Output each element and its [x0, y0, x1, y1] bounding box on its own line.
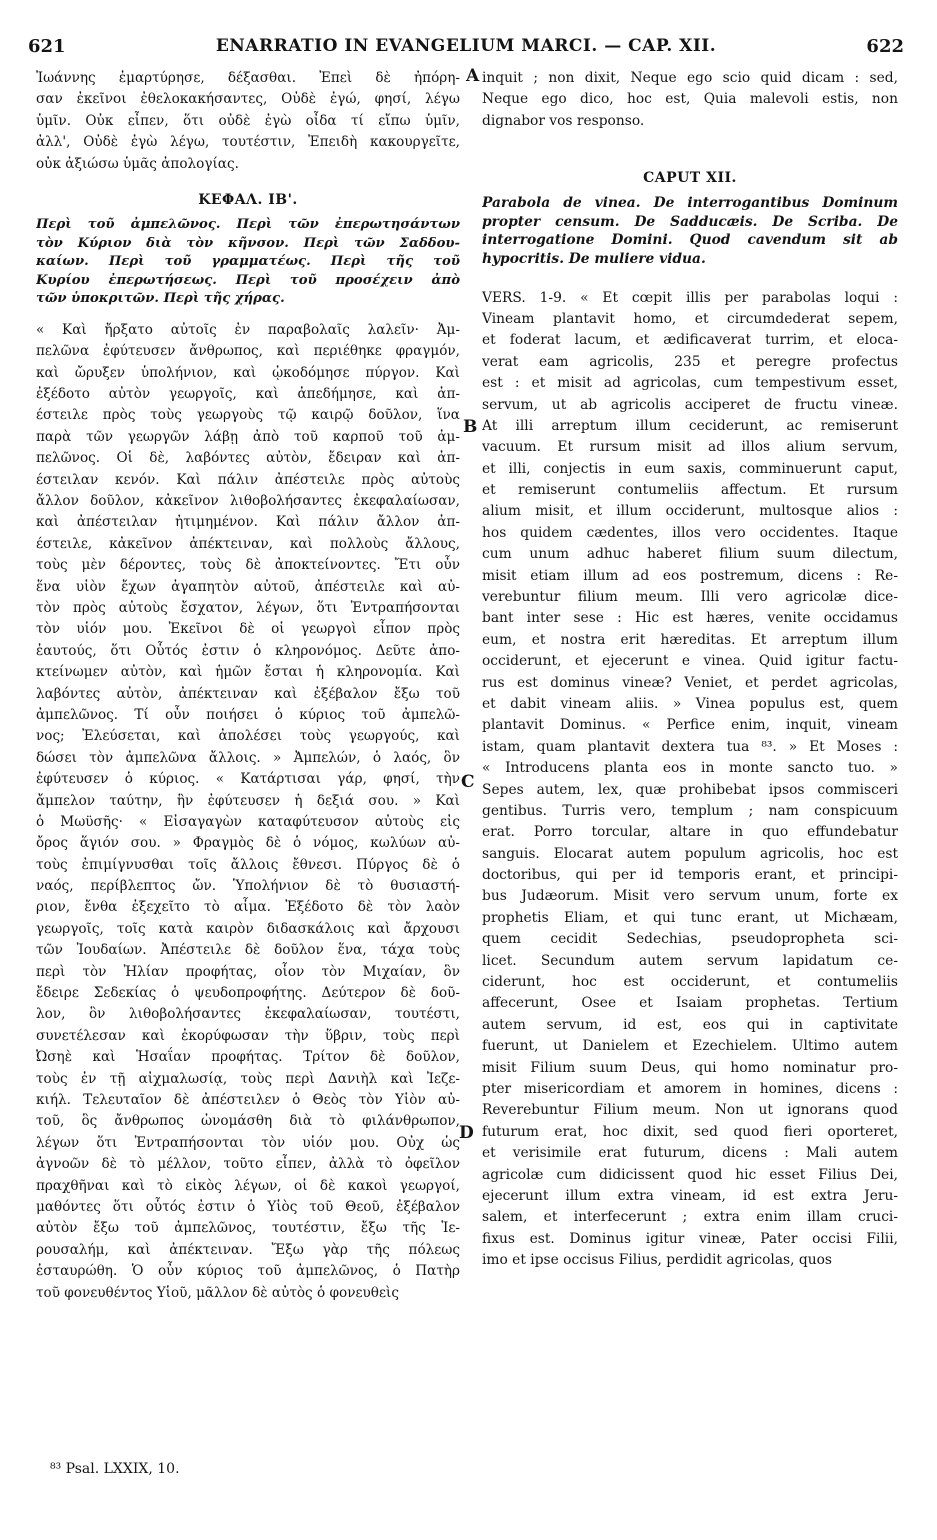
text-line: κτείνωμεν αὐτὸν, καὶ ἡμῶν ἔσται ἡ κληρονομία. Καὶ — [36, 664, 460, 681]
margin-letter-d: D — [459, 1123, 474, 1143]
margin-letter-a: A — [466, 66, 480, 86]
text-line: bant inter sese : Hic est hæres, venite occidamus — [482, 610, 898, 627]
text-line: τοῦ, ὃς ἄνθρωπος ὠνομάσθη διὰ τὸ φιλάνθρωπον, — [36, 1113, 460, 1130]
text-line: ἀγνοῶν δὲ τὸ μέλλον, τοῦτο εἶπεν, ἀλλὰ τὸ ὀφεῖλον — [36, 1156, 460, 1173]
text-line: ejecerunt illum extra vineam, id est extra Jeru- — [482, 1187, 898, 1204]
text-line: eum, et nostra erit hæreditas. Et arreptum illum — [482, 631, 898, 648]
greek-column — [36, 68, 460, 1304]
margin-letter-b: B — [463, 417, 478, 437]
text-line: interrogatione Domini. Quod cavendum sit ab — [482, 232, 898, 249]
text-line: έστειλε, κἀκεῖνον ἀπέκτειναν, καὶ πολλοὺς ἄλλους, — [36, 535, 460, 552]
text-line: Ὠσηὲ καὶ Ἡσαΐαν προφήτας. Τρίτον δὲ δοῦλον, — [36, 1049, 460, 1066]
text-line: τοὺς ἐπιμίγνυσθαι τοῖς ἄλλοις ἔθνεσι. Πύργος δὲ ὁ — [36, 856, 460, 873]
footnote: ⁸³ Psal. LXXIX, 10. — [50, 1461, 180, 1477]
text-line: πελῶνος. Οἱ δὲ, λαβόντες αὐτὸν, ἔδειραν καὶ ἀπ- — [36, 450, 460, 467]
text-line: bus Judæorum. Misit vero servum unum, forte ex — [482, 888, 898, 905]
text-line: ναός, περίβλεπτος ὤν. Ὑπολήνιον δὲ τὸ θυσιαστή- — [36, 878, 460, 895]
text-line: dignabor vos responso. — [482, 112, 645, 129]
latin-intro — [482, 68, 898, 132]
text-line: et dabit vineam aliis. » Vinea populus est, quem — [482, 695, 898, 712]
text-line: « Καὶ ἤρξατο αὐτοῖς ἐν παραβολαῖς λαλεῖν· Ἀμ- — [36, 321, 460, 338]
text-line: ριον, ἔνθα ἐξεχεῖτο τὸ αἷμα. Ἐξέδοτο δὲ τὸν λαὸν — [36, 899, 460, 916]
text-line: quem cecidit Sedechias, pseudopropheta sci- — [482, 931, 898, 948]
text-line: est : et misit ad agricolas, cum tempestivum esset, — [482, 375, 898, 392]
text-line: τῶν Ἰουδαίων. Ἀπέστειλε δὲ δοῦλον ἕνα, τάχα τοὺς — [36, 942, 460, 959]
text-line: ἐφύτευσεν ὁ κύριος. « Κατάρτισαι γάρ, φησί, τὴν — [36, 771, 460, 788]
text-line: ἑαυτούς, ὅτι Οὗτός ἐστιν ὁ κληρονόμος. Δεῦτε ἀπο- — [36, 642, 460, 659]
text-line: vacuum. Et rursum misit ad illos alium servum, — [482, 439, 898, 456]
text-line: ἕνα υἱὸν ἔχων ἀγαπητὸν αὐτοῦ, ἀπέστειλε καὶ αὐ- — [36, 578, 460, 595]
text-line: ὑμῖν. Οὐκ εἶπεν, ὅτι οὐδὲ ἐγὼ οἶδα τί εἴπω ὑμῖν, — [36, 112, 460, 129]
text-line: ἄλλον δοῦλον, κἀκεῖνον λιθοβολήσαντες ἐκεφαλαίωσαν, — [36, 493, 460, 510]
text-line: πραχθῆναι καὶ τὸ εἰκὸς λέγων, οἱ δὲ κακοὶ γεωργοί, — [36, 1177, 460, 1194]
text-line: plantavit Dominus. « Perfice enim, inquit, vineam — [482, 717, 898, 734]
text-line: occiderunt, et ejecerunt e vinea. Quid igitur factu- — [482, 653, 898, 670]
text-line: συνετέλεσαν καὶ ἐκορύφωσαν τὴν ὕβριν, τοὺς περὶ — [36, 1027, 460, 1044]
text-line: ciderunt, hoc est occiderunt, et contumeliis — [482, 974, 898, 991]
text-line: inquit ; non dixit, Neque ego scio quid dicam : sed, — [482, 70, 898, 86]
text-line: τοὺς ἐν τῇ αἰχμαλωσίᾳ, τοὺς περὶ Δανιὴλ καὶ Ἰεζε- — [36, 1070, 460, 1087]
text-line: ὄρος ἅγιόν σου. » Φραγμὸς δὲ ὁ νόμος, κωλύων αὐ- — [36, 835, 460, 852]
text-line: hos quidem cædentes, illos vero occidentes. Itaque — [482, 524, 898, 541]
text-line: rus est dominus vineæ? Veniet, et perdet agricolas, — [482, 674, 898, 691]
page-number-left: 621 — [28, 36, 66, 57]
greek-intro — [36, 68, 460, 175]
text-line: σαν ἐκεῖνοι ἐθελοκακήσαντες, Οὐδὲ ἐγώ, φησί, λέγω — [36, 91, 460, 108]
text-line: γεωργοῖς, τοῖς κατὰ καιρὸν διδασκάλοις καὶ ἄρχουσι — [36, 920, 460, 937]
text-line: Parabola de vinea. De interrogantibus Dominum — [482, 195, 898, 212]
text-line: τὸν πρὸς αὐτοὺς ἔσχατον, λέγων, ὅτι Ἐντραπήσονται — [36, 600, 460, 616]
text-line: Vineam plantavit homo, et circumdederat sepem, — [482, 310, 898, 327]
greek-summary — [36, 216, 460, 309]
running-title: ENARRATIO IN EVANGELIUM MARCI. — CAP. XII. — [215, 36, 717, 56]
text-line: servum, ut ab agricolis acciperet de fructu vineæ. — [482, 396, 898, 413]
text-line: ἔδειρε Σεδεκίας ὁ ψευδοπροφήτης. Δεύτερον δὲ δοῦ- — [36, 985, 460, 1002]
text-line: doctoribus, qui per id temporis erant, et principi- — [482, 867, 898, 884]
greek-body — [36, 320, 460, 1304]
text-line: λαβόντες αὐτὸν, ἀπέκτειναν καὶ ἐξέβαλον ἔξω τοῦ — [36, 685, 460, 702]
text-line: ἀμπελῶνος. Τί οὖν ποιήσει ὁ κύριος τοῦ ἀμπελῶ- — [36, 706, 460, 723]
text-line: Περὶ τοῦ ἀμπελῶνος. Περὶ τῶν ἐπερωτησάντων — [36, 216, 460, 232]
text-line: τὸν Κύριον διὰ τὸν κῆνσον. Περὶ τῶν Σαδδου- — [36, 235, 460, 251]
text-line: νος; Ἐλεύσεται, καὶ ἀπολέσει τοὺς γεωργούς, καὶ — [36, 728, 460, 745]
text-line: fuerunt, ut Danielem et Ezechielem. Ultimo autem — [482, 1038, 898, 1055]
text-line: verat eam agricolis, 235 et peregre profectus — [482, 353, 898, 370]
text-line: erat. Porro torcular, altare in quo effundebatur — [482, 824, 898, 841]
text-line: Sepes autem, lex, quæ prohibebat ipsos commisceri — [482, 781, 898, 798]
greek-chapter-heading: ΚΕΦΑΛ. ΙΒ'. — [198, 191, 298, 208]
text-line: Κυρίου ἐπερωτήσεως. Περὶ τοῦ προσέχειν ἀπὸ — [36, 272, 460, 288]
text-line: έστειλαν κενόν. Καὶ πάλιν ἀπέστειλε πρὸς αὐτοὺς — [36, 471, 460, 488]
text-line: έστειλε πρὸς τοὺς γεωργοὺς τῷ καιρῷ δοῦλον, ἵνα — [36, 407, 460, 424]
text-line: prophetis Eliam, et qui tunc erant, ut Michæam, — [482, 909, 898, 926]
text-line: hypocritis. De muliere vidua. — [482, 250, 706, 267]
text-line: τοῦ φονευθέντος Υἱοῦ, μᾶλλον δὲ αὐτὸς ὁ φονευθεὶς — [36, 1284, 399, 1301]
text-line: δώσει τὸν ἀμπελῶνα ἄλλοις. » Ἀμπελών, ὁ λαός, ὃν — [36, 749, 460, 766]
text-line: sanguis. Elocarat autem populum agricolis, hoc est — [482, 845, 898, 862]
text-line: fixus est. Dominus igitur vineæ, Pater occisi Filii, — [482, 1230, 898, 1247]
text-line: τοὺς μὲν δέροντες, τοὺς δὲ ἀποκτείνοντες. Ἔτι οὖν — [36, 557, 460, 574]
text-line: et foderat lacum, et ædificaverat turrim, et eloca- — [482, 332, 898, 349]
text-line: autem servum, id est, eos qui in captivitate — [482, 1016, 898, 1033]
text-line: et illi, conjectis in eum saxis, comminuerunt caput, — [482, 460, 898, 477]
margin-letter-c: C — [461, 772, 475, 792]
latin-summary — [482, 194, 898, 268]
latin-body — [482, 288, 898, 1272]
text-line: Ἰωάννης ἐμαρτύρησε, δέξασθαι. Ἐπεὶ δὲ ἠπόρη- — [36, 70, 460, 86]
text-line: gentibus. Turris vero, templum ; nam conspicuum — [482, 802, 898, 819]
text-line: τὸν υἱόν μου. Ἐκεῖνοι δὲ οἱ γεωργοὶ εἶπον πρὸς — [36, 621, 460, 638]
text-line: Reverebuntur Filium meum. Non ut ignorans quod — [482, 1102, 898, 1119]
text-line: οὐκ ἀξιώσω ὑμᾶς ἀπολογίας. — [36, 155, 239, 172]
text-line: licet. Secundum autem servum lapidatum ce- — [482, 952, 898, 969]
text-line: καὶ ἀπέστειλαν ἠτιμημένον. Καὶ πάλιν ἄλλον ἀπ- — [36, 514, 460, 531]
text-line: alium misit, et illum occiderunt, multosque alios : — [482, 503, 898, 520]
latin-column — [482, 68, 898, 1272]
text-line: τῶν ὑποκριτῶν. Περὶ τῆς χήρας. — [36, 291, 285, 307]
text-line: agricolæ cum didicissent quod hic esset Filius Dei, — [482, 1166, 898, 1183]
text-line: affecerunt, Osee et Isaiam prophetas. Tertium — [482, 995, 898, 1012]
text-line: κιήλ. Τελευταῖον δὲ ἀπέστειλεν ὁ Θεὸς τὸν Υἱὸν αὐ- — [36, 1091, 460, 1108]
text-line: ἀλλ', Οὐδὲ ἐγὼ λέγω, τουτέστιν, Ἐπειδὴ κακουργεῖτε, — [36, 134, 460, 151]
text-line: « Introducens planta eos in monte sancto tuo. » — [482, 760, 898, 777]
text-line: μαθόντες ὅτι οὗτός ἐστιν ὁ Υἱὸς τοῦ Θεοῦ, ἐξέβαλον — [36, 1198, 460, 1215]
page-header — [28, 36, 904, 62]
page-number-right: 622 — [866, 36, 904, 57]
text-line: ἐσταυρώθη. Ὁ οὖν κύριος τοῦ ἀμπελῶνος, ὁ Πατὴρ — [36, 1263, 460, 1280]
text-line: At illi arreptum illum ceciderunt, ac remiserunt — [482, 417, 898, 434]
text-line: λον, ὃν λιθοβολήσαντες ἐκεφαλαίωσαν, τουτέστι, — [36, 1006, 460, 1023]
text-line: et verisimile erat futurum, dicens : Mali autem — [482, 1145, 898, 1162]
text-line: καίων. Περὶ τοῦ γραμματέως. Περὶ τῆς τοῦ — [36, 254, 460, 270]
text-line: λέγων ὅτι Ἐντραπήσονται τὸν υἱόν μου. Οὐχ ὡς — [36, 1134, 460, 1151]
text-line: καὶ ὤρυξεν ὑπολήνιον, καὶ ᾠκοδόμησε πύργον. Καὶ — [36, 364, 460, 381]
text-line: ἄμπελον ταύτην, ἣν ἐφύτευσεν ἡ δεξιά σου. » Καὶ — [36, 792, 460, 809]
text-line: παρὰ τῶν γεωργῶν λάβῃ ἀπὸ τοῦ καρποῦ τοῦ ἀμ- — [36, 428, 460, 445]
text-line: cum unum adhuc haberet filium suum dilectum, — [482, 546, 898, 563]
text-line: περὶ τὸν Ἠλίαν προφήτας, οἷον τὸν Μιχαίαν, ὃν — [36, 963, 460, 980]
text-line: imo et ipse occisus Filius, perdidit agricolas, quos — [482, 1252, 833, 1269]
text-line: ρουσαλήμ, καὶ ἀπέκτειναν. Ἔξω γὰρ τῆς πόλεως — [36, 1241, 460, 1258]
text-line: Neque ego dico, hoc est, Quia malevoli estis, non — [482, 91, 898, 108]
text-line: istam, quam plantavit dextera tua ⁸³. » Et Moses : — [482, 738, 898, 755]
text-line: misit etiam illum ad eos postremum, dicens : Re- — [482, 567, 898, 584]
text-line: αὐτὸν ἔξω τοῦ ἀμπελῶνος, τουτέστιν, ἔξω τῆς Ἱε- — [36, 1220, 460, 1237]
text-line: ἐξέδοτο αὐτὸν γεωργοῖς, καὶ ἀπεδήμησε, καὶ ἀπ- — [36, 386, 460, 403]
text-line: πελῶνα ἐφύτευσεν ἄνθρωπος, καὶ περιέθηκε φραγμόν, — [36, 343, 460, 360]
text-line: salem, et interfecerunt ; extra enim illam cruci- — [482, 1209, 898, 1226]
text-line: verebuntur filium meum. Illi vero agricolæ dice- — [482, 589, 898, 606]
text-line: ὁ Μωϋσῆς· « Εἰσαγαγὼν καταφύτευσον αὐτοὺς εἰς — [36, 813, 460, 830]
text-line: propter censum. De Sadducæis. De Scriba. De — [482, 213, 898, 230]
text-line: pter misericordiam et amorem in homines, dicens : — [482, 1081, 898, 1097]
text-line: futurum erat, hoc dixit, sed quod fieri oporteret, — [482, 1123, 898, 1140]
text-line: misit Filium suum Deus, qui homo nominatur pro- — [482, 1059, 898, 1076]
text-line: VERS. 1-9. « Et cœpit illis per parabolas loqui : — [482, 289, 898, 306]
latin-chapter-heading: CAPUT XII. — [643, 170, 737, 187]
text-line: et remiserunt contumeliis affectum. Et rursum — [482, 482, 898, 499]
